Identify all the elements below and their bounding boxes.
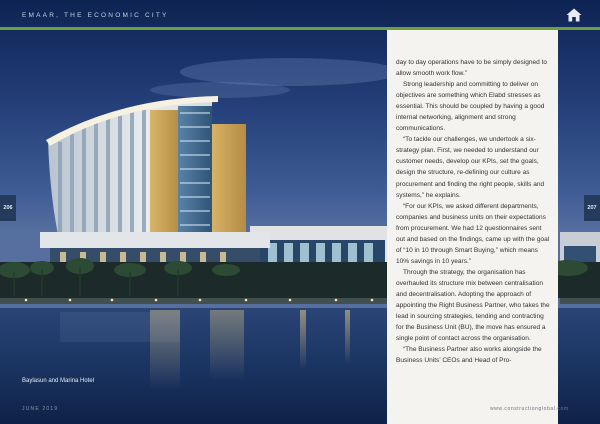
header xyxy=(0,0,600,30)
article-body xyxy=(396,57,552,366)
article-paragraph: “For our KPIs, we asked different departments, companies and business units on their expectations from procurement. We had 12 questionnaires sent out and based on the findings, came up with the goal of “10 in 10 through Smart Buying,” which means 10% savings in 10 years.” xyxy=(396,202,550,265)
home-button[interactable] xyxy=(560,4,588,26)
article-paragraph: day to day operations have to be simply designed to allow smooth work flow.” xyxy=(396,59,548,78)
website-link[interactable]: www.constructionglobal.com xyxy=(490,406,569,412)
article-paragraph: “The Business Partner also works alongside the Business Units’ CEOs and Head of Pro- xyxy=(396,346,542,365)
section-title: EMAAR, THE ECONOMIC CITY xyxy=(22,12,169,19)
next-page-tab[interactable]: 207 xyxy=(584,195,600,221)
article-paragraph: Through the strategy, the organisation has overhauled its structure mix between centralisation and decentralisation. Adopting the approach of appointing the Right Business Partner, who takes the lead in sourcing strategies, tending and contracting for the Business Unit (BU), the move has ensured a single point of contact across the organisation. xyxy=(396,268,550,343)
article-paragraph: Strong leadership and committing to deliver on objectives are something which Elabd stresses as essential. This should be coupled by having a good internal networking, alignment and strong communications. xyxy=(396,81,545,133)
photo-caption: Baylasun and Marina Hotel xyxy=(22,378,95,384)
article-panel xyxy=(387,30,558,424)
home-icon xyxy=(566,8,582,22)
article-paragraph: “To tackle our challenges, we undertook a six-strategy plan. First, we needed to understand our customer needs, develop our KPIs, set the goals, design the structure, re-defining our culture as procurement and finding the right people, skills and systems,” he explains. xyxy=(396,136,545,199)
issue-date: JUNE 2019 xyxy=(22,406,59,412)
previous-page-tab[interactable]: 206 xyxy=(0,195,16,221)
